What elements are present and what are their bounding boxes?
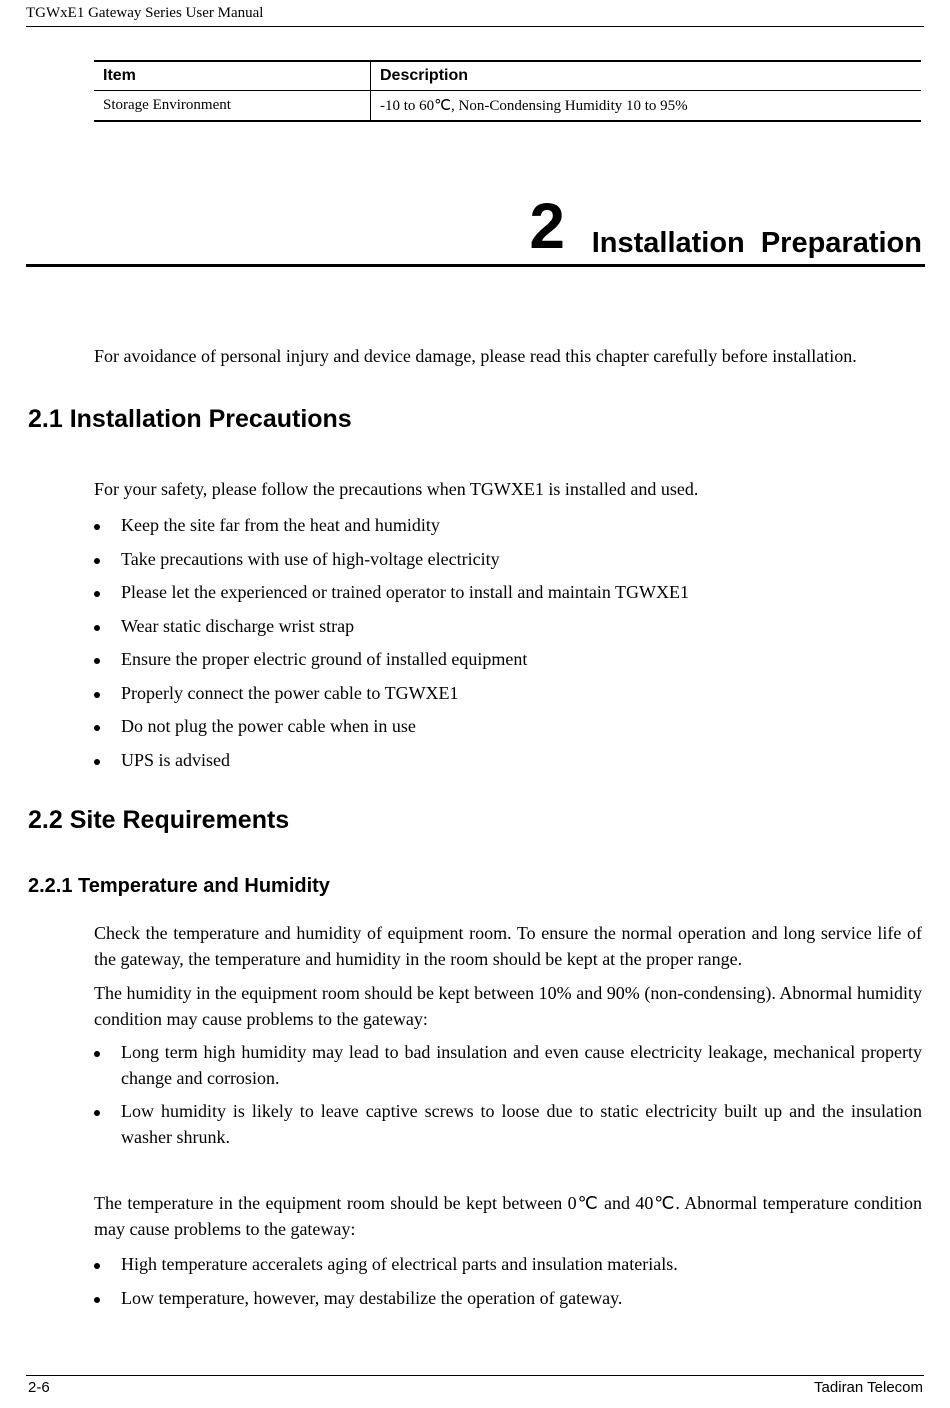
precautions-list [94,512,922,773]
chapter-number: 2 [529,190,565,262]
list-item: Low temperature, however, may destabilize the operation of gateway. [94,1285,922,1311]
list-item: High temperature acceralets aging of electrical parts and insulation materials. [94,1251,922,1277]
table-header-row [94,61,921,91]
table-cell-item: Storage Environment [94,91,371,122]
paragraph: The humidity in the equipment room should be kept between 10% and 90% (non-condensing). Abnormal humidity condition may cause problems to the gateway: [94,983,922,1029]
header-rule [26,26,924,27]
list-item: Keep the site far from the heat and humidity [94,512,922,538]
company-name: Tadiran Telecom [814,1379,923,1396]
bullet-icon [94,1263,100,1269]
list-item: UPS is advised [94,747,922,773]
list-item: Ensure the proper electric ground of installed equipment [94,646,922,672]
chapter-title: Installation Preparation [591,227,922,259]
section-2-1-intro: For your safety, please follow the precautions when TGWXE1 is installed and used. [94,479,699,499]
list-item: Take precautions with use of high-voltage electricity [94,546,922,572]
bullet-icon [94,1051,100,1057]
temperature-list [94,1251,922,1311]
bullet-icon [94,759,100,765]
section-heading-2-1: 2.1 Installation Precautions [28,405,352,433]
chapter-rule [26,264,925,267]
spec-table [94,60,921,122]
running-header: TGWxE1 Gateway Series User Manual [26,5,264,21]
bullet-icon [94,1297,100,1303]
table-row [94,91,921,122]
bullet-icon [94,725,100,731]
section-heading-2-2-1: 2.2.1 Temperature and Humidity [28,875,330,897]
bullet-icon [94,625,100,631]
column-header-item: Item [94,61,371,91]
humidity-list [94,1039,922,1150]
list-item: Do not plug the power cable when in use [94,713,922,739]
bullet-icon [94,524,100,530]
bullet-icon [94,692,100,698]
paragraph: Check the temperature and humidity of equipment room. To ensure the normal operation and long service life of the gateway, the temperature and humidity in the room should be kept at the proper range. [94,923,922,969]
bullet-icon [94,591,100,597]
column-header-description: Description [371,61,922,91]
list-item: Properly connect the power cable to TGWXE1 [94,680,922,706]
bullet-icon [94,658,100,664]
list-item: Low humidity is likely to leave captive screws to loose due to static electricity built up and the insulation washer shrunk. [94,1098,922,1150]
footer-rule [26,1375,924,1376]
list-item: Wear static discharge wrist strap [94,613,922,639]
list-item: Please let the experienced or trained operator to install and maintain TGWXE1 [94,579,922,605]
chapter-intro: For avoidance of personal injury and device damage, please read this chapter carefully before installation. [94,346,857,366]
bullet-icon [94,1110,100,1116]
bullet-icon [94,558,100,564]
list-item: Long term high humidity may lead to bad insulation and even cause electricity leakage, mechanical property change and corrosion. [94,1039,922,1091]
paragraph: The temperature in the equipment room should be kept between 0℃ and 40℃. Abnormal temperature condition may cause problems to the gateway: [94,1193,922,1239]
section-heading-2-2: 2.2 Site Requirements [28,806,290,834]
page-number: 2-6 [28,1379,50,1396]
table-cell-description: -10 to 60℃, Non-Condensing Humidity 10 to 95% [371,91,922,122]
